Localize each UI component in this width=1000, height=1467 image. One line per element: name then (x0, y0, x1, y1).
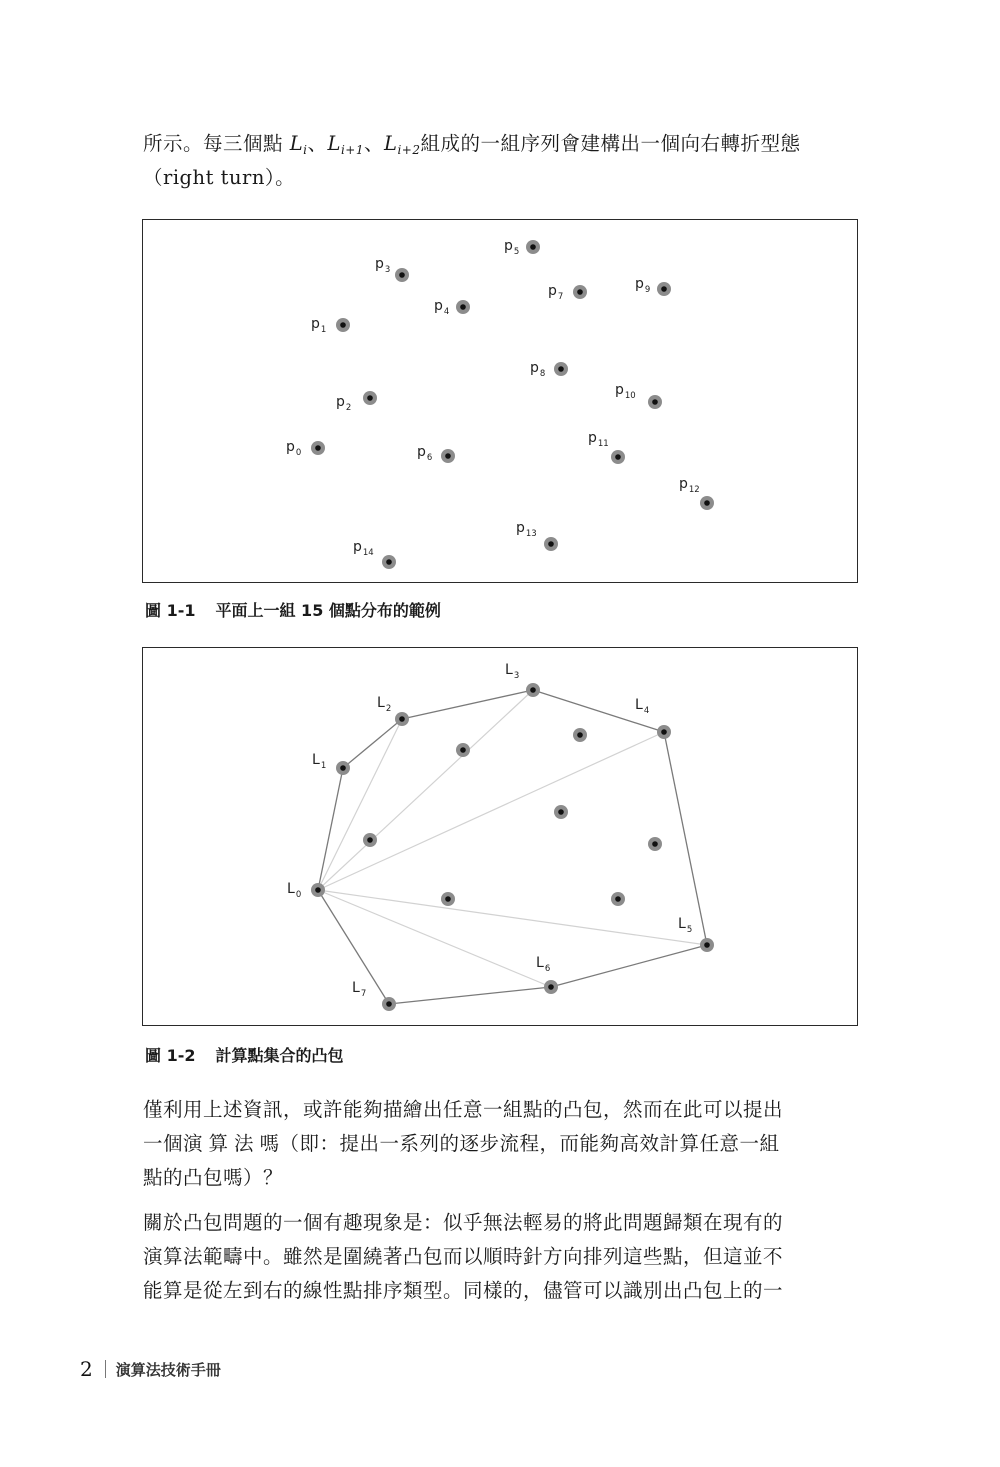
caption-text: 計算點集合的凸包 (215, 1046, 344, 1065)
point-label-p2: $p_2$ (336, 394, 352, 413)
point-label-p3: $p_3$ (375, 256, 391, 275)
caption-number: 圖 1-1 (145, 601, 196, 620)
hull-label-l7: $L_7$ (352, 980, 367, 999)
hull-label-l2: $L_2$ (377, 695, 392, 714)
interior-point-0-center (460, 747, 466, 753)
para1-line-3: 點的凸包嗎）？ (143, 1166, 284, 1189)
para2-line-3: 能算是從左到右的線性點排序類型。同樣的，儘管可以識別出凸包上的一 (143, 1279, 784, 1302)
fan-line-l0-l6 (318, 890, 551, 987)
convex-hull-diagram (143, 648, 859, 1025)
point-label-p5: $p_5$ (504, 238, 520, 257)
point-p12-center (704, 500, 710, 506)
intro-line-2: （right turn）。 (143, 166, 296, 189)
para2-line-1: 關於凸包問題的一個有趣現象是：似乎無法輕易的將此問題歸類在現有的 (143, 1211, 784, 1234)
hull-point-l3-center (530, 687, 536, 693)
point-label-p10: $p_{10}$ (615, 382, 636, 401)
hull-point-l5-center (704, 942, 710, 948)
hull-label-l1: $L_1$ (312, 752, 327, 771)
page-footer (80, 1357, 221, 1381)
interior-point-3-center (652, 841, 658, 847)
hull-point-l6-center (548, 984, 554, 990)
point-label-p7: $p_7$ (548, 283, 564, 302)
caption-number: 圖 1-2 (145, 1046, 196, 1065)
page-number: 2 (80, 1357, 93, 1381)
point-label-p11: $p_{11}$ (588, 430, 609, 449)
figure-1-1 (142, 219, 858, 583)
figure-1-2-caption (145, 1043, 344, 1066)
hull-edge-l2-l3 (402, 690, 533, 719)
point-label-p4: $p_4$ (434, 298, 450, 317)
emphasis-term: 演算法 (183, 1132, 260, 1155)
point-p14-center (386, 559, 392, 565)
hull-point-l7-center (386, 1001, 392, 1007)
fan-line-l0-l4 (318, 732, 664, 890)
point-label-p12: $p_{12}$ (679, 476, 700, 495)
hull-edge-l4-l5 (664, 732, 707, 945)
figure-1-2 (142, 647, 858, 1026)
point-p3-center (399, 272, 405, 278)
hull-point-l0-center (315, 887, 321, 893)
intro-line-1: 所示。每三個點 $L_i$、$L_{i+1}$、$L_{i+2}$組成的一組序列會建構出一個向右轉折型態 (143, 132, 801, 157)
fan-line-l0-l5 (318, 890, 707, 945)
point-p2-center (367, 395, 373, 401)
para1-line-1: 僅利用上述資訊，或許能夠描繪出任意一組點的凸包，然而在此可以提出 (143, 1098, 784, 1121)
point-label-p6: $p_6$ (417, 444, 433, 463)
interior-point-5-center (445, 896, 451, 902)
hull-point-l1-center (340, 765, 346, 771)
point-label-p1: $p_1$ (311, 316, 327, 335)
point-p6-center (445, 453, 451, 459)
point-p11-center (615, 454, 621, 460)
fan-line-l0-l3 (318, 690, 533, 890)
point-p7-center (577, 289, 583, 295)
point-p13-center (548, 541, 554, 547)
point-label-p0: $p_0$ (286, 439, 302, 458)
point-p5-center (530, 244, 536, 250)
hull-label-l6: $L_6$ (536, 955, 551, 974)
footer-divider (105, 1360, 106, 1378)
hull-label-l0: $L_0$ (287, 881, 302, 900)
point-p10-center (652, 399, 658, 405)
body-paragraph-1 (143, 1093, 859, 1195)
interior-point-1-center (577, 732, 583, 738)
interior-point-2-center (558, 809, 564, 815)
figure-1-1-caption (145, 598, 441, 621)
hull-edge-l5-l6 (551, 945, 707, 987)
point-label-p13: $p_{13}$ (516, 520, 537, 539)
interior-point-4-center (367, 837, 373, 843)
point-p9-center (661, 286, 667, 292)
body-paragraph-2 (143, 1206, 859, 1308)
point-p0-center (315, 445, 321, 451)
running-title: 演算法技術手冊 (115, 1360, 221, 1379)
caption-text: 平面上一組 15 個點分布的範例 (215, 601, 441, 620)
point-label-p9: $p_9$ (635, 276, 651, 295)
hull-label-l4: $L_4$ (635, 697, 650, 716)
point-p1-center (340, 322, 346, 328)
point-label-p14: $p_{14}$ (353, 539, 374, 558)
point-p4-center (460, 304, 466, 310)
hull-point-l4-center (661, 729, 667, 735)
interior-point-6-center (615, 896, 621, 902)
hull-edge-l1-l2 (343, 719, 402, 768)
para1-line-2: 一個演算法嗎（即：提出一系列的逐步流程，而能夠高效計算任意一組 (143, 1132, 780, 1155)
point-scatter-diagram (143, 220, 859, 582)
fan-line-l0-l2 (318, 719, 402, 890)
hull-label-l5: $L_5$ (678, 916, 693, 935)
intro-paragraph (143, 127, 859, 195)
hull-label-l3: $L_3$ (505, 662, 520, 681)
point-label-p8: $p_8$ (530, 360, 546, 379)
point-p8-center (558, 366, 564, 372)
hull-point-l2-center (399, 716, 405, 722)
hull-edge-l6-l7 (389, 987, 551, 1004)
hull-edge-l0-l1 (318, 768, 343, 890)
para2-line-2: 演算法範疇中。雖然是圍繞著凸包而以順時針方向排列這些點，但這並不 (143, 1245, 784, 1268)
